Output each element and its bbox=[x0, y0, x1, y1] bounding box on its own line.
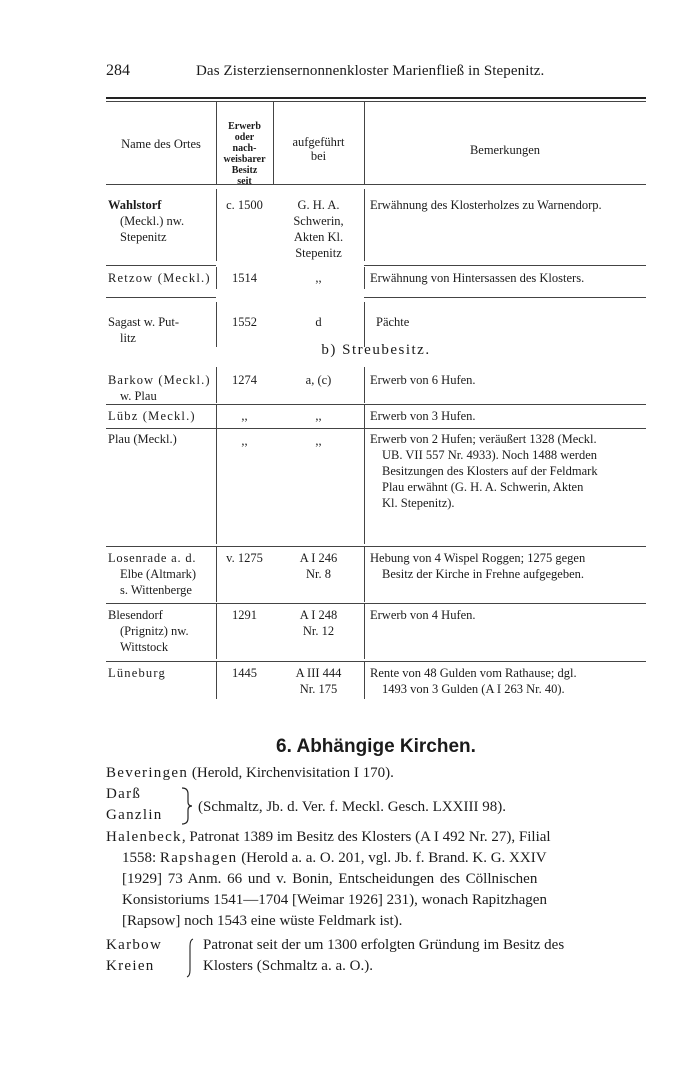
entry-halenbeck bbox=[106, 827, 646, 932]
col-divider bbox=[364, 302, 365, 347]
table-row-ref: ,, bbox=[315, 271, 322, 285]
col-divider bbox=[216, 429, 217, 544]
table-row-note: Erwerb von 6 Hufen. bbox=[370, 373, 476, 387]
note-line: Hebung von 4 Wispel Roggen; 1275 gegen bbox=[370, 551, 586, 565]
table-row-note: Pächte bbox=[376, 315, 410, 329]
table-row-year: c. 1500 bbox=[226, 198, 263, 212]
table-row-ref bbox=[273, 607, 364, 639]
col-divider bbox=[364, 367, 365, 403]
table-row-year: 1514 bbox=[232, 271, 257, 285]
note-line: Rente von 48 Gulden vom Rathause; dgl. bbox=[370, 666, 577, 680]
page-header bbox=[106, 62, 646, 82]
table-row-year: 1552 bbox=[232, 315, 257, 329]
row-rule bbox=[106, 661, 646, 662]
entry-text: Klosters (Schmaltz a. a. O.). bbox=[203, 958, 373, 974]
row-rule bbox=[106, 297, 216, 298]
col-header-erwerb bbox=[216, 121, 273, 187]
place-name: Blesendorf bbox=[108, 608, 163, 622]
table-row-year: ,, bbox=[241, 434, 248, 448]
place-detail: Wittstock bbox=[120, 640, 169, 654]
entry-darss-names bbox=[106, 784, 186, 826]
col-header-erwerb-line: weisbarer bbox=[223, 154, 266, 165]
entry-text: Patronat seit der um 1300 erfolgten Gründung im Besitz des bbox=[203, 937, 565, 953]
table-row-year: 1274 bbox=[232, 373, 257, 387]
note-line: Plau erwähnt (G. H. A. Schwerin, Akten bbox=[382, 480, 584, 494]
table-row-ref: ,, bbox=[315, 409, 322, 423]
col-header-aufgefuehrt-line: bei bbox=[310, 149, 327, 163]
place-name: Kreien bbox=[106, 958, 155, 974]
place-detail: (Prignitz) nw. bbox=[120, 624, 189, 638]
table-row-note: Erwerb von 3 Hufen. bbox=[370, 409, 476, 423]
table-row-note bbox=[370, 665, 644, 697]
col-divider bbox=[216, 267, 217, 289]
ref-line: A I 246 bbox=[299, 551, 338, 565]
table-row-name bbox=[108, 550, 216, 598]
place-name: Plau (Meckl.) bbox=[108, 432, 177, 446]
place-detail: (Meckl.) nw. bbox=[120, 214, 185, 228]
table-row-name bbox=[108, 372, 218, 404]
table-row-ref bbox=[273, 550, 364, 582]
table-row-note bbox=[370, 550, 644, 582]
row-rule bbox=[106, 404, 646, 405]
place-name: Ganzlin bbox=[106, 807, 163, 823]
row-rule bbox=[106, 546, 646, 547]
place-name: Rapshagen bbox=[159, 850, 238, 866]
ref-line: G. H. A. bbox=[297, 198, 340, 212]
place-name: Wahlstorf bbox=[108, 198, 162, 212]
page-number: 284 bbox=[106, 62, 130, 79]
table-top-rule-thin bbox=[106, 101, 646, 102]
table-row-year: ,, bbox=[241, 409, 248, 423]
entry-karbow-text bbox=[203, 935, 643, 977]
ref-line: Schwerin, bbox=[293, 214, 344, 228]
col-divider bbox=[364, 604, 365, 659]
entry-text: [Rapsow] noch 1543 eine wüste Feldmark ist). bbox=[122, 913, 403, 929]
place-name: Lüneburg bbox=[108, 666, 166, 680]
note-line: UB. VII 557 Nr. 4933). Noch 1488 werden bbox=[382, 448, 598, 462]
table-row-year: 1445 bbox=[232, 666, 257, 680]
row-rule bbox=[364, 265, 646, 266]
table-row-name bbox=[108, 665, 216, 681]
col-divider bbox=[364, 547, 365, 602]
col-header-erwerb-line: oder bbox=[234, 132, 255, 143]
place-name: Beveringen bbox=[106, 765, 189, 781]
col-divider bbox=[216, 604, 217, 659]
header-bottom-rule bbox=[106, 184, 646, 185]
table-row-year: 1291 bbox=[232, 608, 257, 622]
place-detail: Stepenitz bbox=[120, 230, 167, 244]
place-name: Halenbeck bbox=[106, 829, 182, 845]
table-row-name bbox=[108, 607, 216, 655]
table-row-ref bbox=[273, 197, 364, 261]
entry-text: [1929] 73 Anm. 66 und v. Bonin, Entscheidungen des Cöllnischen bbox=[122, 871, 538, 887]
table-row-note: Erwähnung des Klosterholzes zu Warnendorp. bbox=[370, 198, 602, 212]
subsection-heading: b) Streubesitz. bbox=[321, 342, 431, 358]
section-title: 6. Abhängige Kirchen. bbox=[276, 736, 476, 757]
place-name: Barkow (Meckl.) bbox=[108, 373, 211, 387]
ref-line: Stepenitz bbox=[295, 246, 342, 260]
table-row-note bbox=[370, 431, 644, 511]
note-line: Kl. Stepenitz). bbox=[382, 496, 455, 510]
table-row-ref: a, (c) bbox=[305, 373, 332, 387]
place-name: Retzow (Meckl.) bbox=[108, 271, 211, 285]
table-row-year: v. 1275 bbox=[226, 551, 263, 565]
col-divider bbox=[364, 267, 365, 289]
note-line: 1493 von 3 Gulden (A I 263 Nr. 40). bbox=[382, 682, 565, 696]
col-header-aufgefuehrt bbox=[273, 135, 364, 163]
table-row-name bbox=[108, 408, 216, 424]
row-rule bbox=[364, 297, 646, 298]
place-detail: s. Wittenberge bbox=[120, 583, 192, 597]
entry-darss-text: (Schmaltz, Jb. d. Ver. f. Meckl. Gesch. LXXIII 98). bbox=[198, 799, 506, 815]
col-divider bbox=[216, 189, 217, 261]
entry-karbow-names bbox=[106, 935, 186, 977]
ref-line: A I 248 bbox=[299, 608, 338, 622]
col-header-erwerb-line: nach- bbox=[232, 143, 257, 154]
place-name: Darß bbox=[106, 786, 142, 802]
table-top-rule bbox=[106, 97, 646, 99]
ref-line: A III 444 bbox=[295, 666, 342, 680]
row-rule bbox=[106, 265, 216, 266]
place-name: Karbow bbox=[106, 937, 163, 953]
col-header-erwerb-line: seit bbox=[237, 176, 252, 187]
col-header-name: Name des Ortes bbox=[121, 137, 201, 151]
col-header-aufgefuehrt-line: aufgeführt bbox=[292, 135, 345, 149]
col-header-bemerkungen: Bemerkungen bbox=[469, 143, 541, 157]
col-divider bbox=[216, 302, 217, 347]
col-divider bbox=[216, 662, 217, 699]
row-rule bbox=[106, 428, 646, 429]
table-row-ref bbox=[273, 665, 364, 697]
table-row-name bbox=[108, 270, 220, 286]
col-divider bbox=[216, 405, 217, 429]
place-detail: w. Plau bbox=[120, 389, 157, 403]
note-line: Besitzungen des Klosters auf der Feldmark bbox=[382, 464, 598, 478]
entry-text: (Herold, Kirchenvisitation I 170). bbox=[188, 765, 394, 781]
table-row-note: Erwerb von 4 Hufen. bbox=[370, 608, 476, 622]
place-name: Sagast w. Put- bbox=[108, 315, 180, 329]
table-row-name bbox=[108, 197, 216, 245]
note-line: Besitz der Kirche in Frehne aufgegeben. bbox=[382, 567, 585, 581]
table-row-name bbox=[108, 431, 216, 447]
place-detail: Elbe (Altmark) bbox=[120, 567, 197, 581]
ref-line: Nr. 8 bbox=[306, 567, 331, 581]
running-title: Das Zisterziensernonnenkloster Marienfließ in Stepenitz. bbox=[196, 63, 545, 79]
ref-line: Nr. 12 bbox=[302, 624, 335, 638]
brace-icon bbox=[186, 938, 196, 978]
entry-beveringen bbox=[106, 763, 646, 784]
note-line: Erwerb von 2 Hufen; veräußert 1328 (Meckl. bbox=[370, 432, 597, 446]
table-row-ref: d bbox=[315, 315, 322, 329]
entry-text: , Patronat 1389 im Besitz des Klosters (A I 492 Nr. 27), Filial bbox=[181, 829, 551, 845]
col-divider bbox=[364, 189, 365, 261]
ref-line: Nr. 175 bbox=[299, 682, 338, 696]
entry-text: 1558: bbox=[122, 850, 160, 866]
entry-text: Konsistoriums 1541—1704 [Weimar 1926] 231), wonach Rapitzhagen bbox=[122, 892, 547, 908]
table-row-ref: ,, bbox=[315, 434, 322, 448]
entry-text: (Herold a. a. O. 201, vgl. Jb. f. Brand. K. G. XXIV bbox=[237, 850, 547, 866]
ref-line: Akten Kl. bbox=[293, 230, 344, 244]
table-row-note: Erwähnung von Hintersassen des Klosters. bbox=[370, 271, 585, 285]
col-divider bbox=[216, 367, 217, 403]
brace-icon bbox=[180, 786, 194, 826]
col-divider bbox=[364, 662, 365, 699]
col-header-erwerb-line: Erwerb bbox=[228, 121, 261, 132]
place-name: Losenrade a. d. bbox=[108, 551, 197, 565]
col-header-erwerb-line: Besitz bbox=[231, 165, 258, 176]
place-detail: litz bbox=[120, 331, 136, 345]
col-divider bbox=[364, 405, 365, 429]
col-divider bbox=[216, 547, 217, 602]
place-name: Lübz (Meckl.) bbox=[108, 409, 196, 423]
col-divider bbox=[364, 429, 365, 544]
row-rule bbox=[106, 603, 646, 604]
